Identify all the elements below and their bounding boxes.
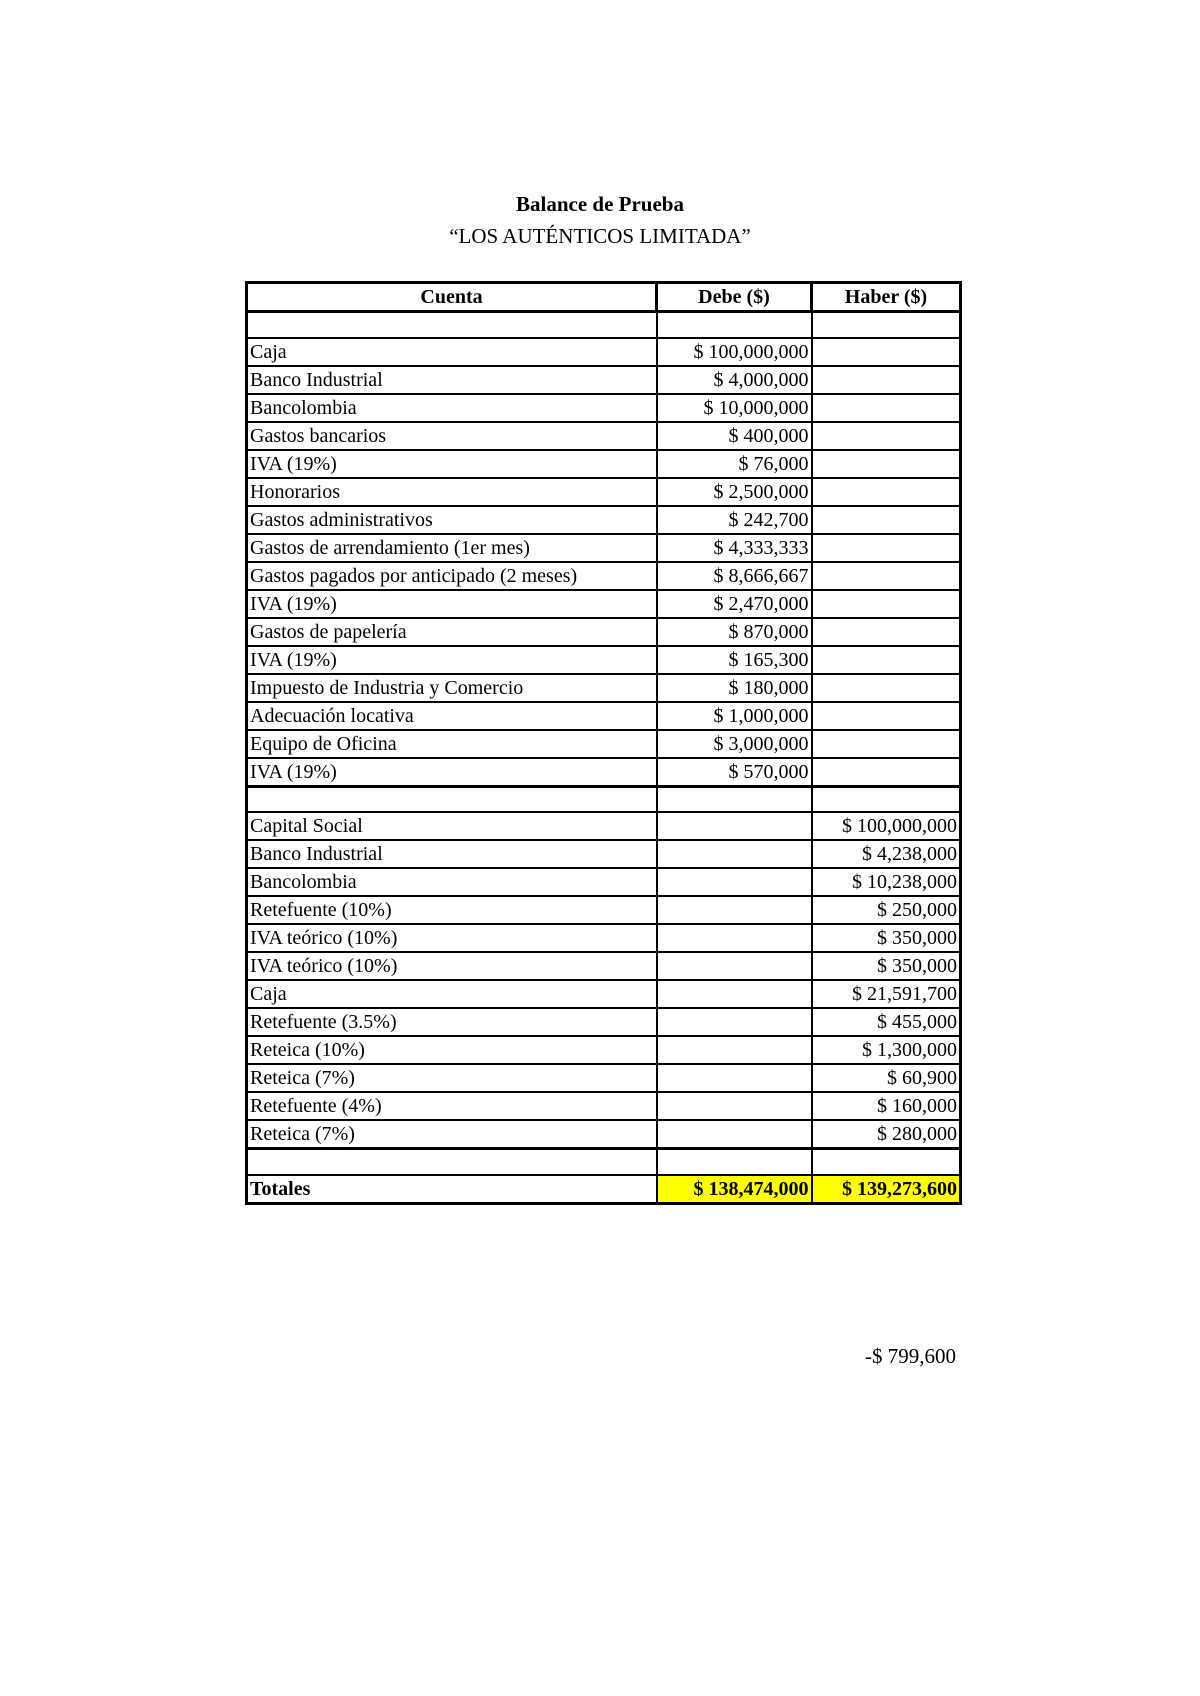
debit-cell <box>657 896 812 924</box>
account-cell: Honorarios <box>247 478 657 506</box>
debit-cell <box>657 312 812 338</box>
account-cell: Banco Industrial <box>247 840 657 868</box>
credit-cell <box>812 478 961 506</box>
account-cell: IVA (19%) <box>247 646 657 674</box>
account-cell: Capital Social <box>247 812 657 840</box>
table-row <box>247 730 961 758</box>
credit-cell: $ 100,000,000 <box>812 812 961 840</box>
account-cell <box>247 1149 657 1175</box>
debit-cell: $ 10,000,000 <box>657 394 812 422</box>
document-title: Balance de Prueba <box>516 192 684 216</box>
debit-cell: $ 1,000,000 <box>657 702 812 730</box>
table-row <box>247 812 961 840</box>
debit-cell: $ 180,000 <box>657 674 812 702</box>
account-cell: Retefuente (3.5%) <box>247 1008 657 1036</box>
table-row <box>247 312 961 338</box>
table-row <box>247 422 961 450</box>
table-row <box>247 366 961 394</box>
total-credit: $ 139,273,600 <box>812 1175 961 1204</box>
debit-cell <box>657 812 812 840</box>
credit-cell <box>812 562 961 590</box>
debit-cell <box>657 786 812 812</box>
totals-label: Totales <box>247 1175 657 1204</box>
header-debit: Debe ($) <box>657 283 812 312</box>
debit-cell <box>657 840 812 868</box>
account-cell: Reteica (7%) <box>247 1064 657 1092</box>
debit-cell: $ 400,000 <box>657 422 812 450</box>
account-cell: Caja <box>247 338 657 366</box>
table-row <box>247 450 961 478</box>
account-cell: IVA (19%) <box>247 450 657 478</box>
debit-cell <box>657 980 812 1008</box>
credit-cell <box>812 758 961 787</box>
table-body <box>247 312 961 1176</box>
table-row <box>247 534 961 562</box>
credit-cell: $ 1,300,000 <box>812 1036 961 1064</box>
credit-cell <box>812 506 961 534</box>
credit-cell <box>812 702 961 730</box>
table-row <box>247 1008 961 1036</box>
account-cell: Reteica (10%) <box>247 1036 657 1064</box>
table-row <box>247 590 961 618</box>
account-cell: Bancolombia <box>247 394 657 422</box>
table-row <box>247 338 961 366</box>
debit-cell: $ 570,000 <box>657 758 812 787</box>
account-cell: IVA (19%) <box>247 758 657 787</box>
table-row <box>247 1064 961 1092</box>
table-row <box>247 868 961 896</box>
debit-cell <box>657 1092 812 1120</box>
account-cell: Adecuación locativa <box>247 702 657 730</box>
table-row <box>247 478 961 506</box>
table-row <box>247 924 961 952</box>
credit-cell <box>812 366 961 394</box>
debit-cell: $ 2,470,000 <box>657 590 812 618</box>
table-row <box>247 646 961 674</box>
credit-cell <box>812 730 961 758</box>
credit-cell: $ 160,000 <box>812 1092 961 1120</box>
account-cell: Reteica (7%) <box>247 1120 657 1149</box>
credit-cell <box>812 450 961 478</box>
credit-cell: $ 350,000 <box>812 924 961 952</box>
table-row <box>247 562 961 590</box>
credit-cell: $ 250,000 <box>812 896 961 924</box>
credit-cell: $ 280,000 <box>812 1120 961 1149</box>
debit-cell: $ 4,333,333 <box>657 534 812 562</box>
debit-cell <box>657 1120 812 1149</box>
credit-cell <box>812 1149 961 1175</box>
debit-cell <box>657 1036 812 1064</box>
credit-cell <box>812 394 961 422</box>
debit-cell: $ 76,000 <box>657 450 812 478</box>
credit-cell <box>812 422 961 450</box>
credit-cell <box>812 618 961 646</box>
credit-cell <box>812 590 961 618</box>
account-cell: IVA teórico (10%) <box>247 952 657 980</box>
table-row <box>247 1120 961 1149</box>
credit-cell: $ 60,900 <box>812 1064 961 1092</box>
account-cell: Gastos de arrendamiento (1er mes) <box>247 534 657 562</box>
debit-cell: $ 870,000 <box>657 618 812 646</box>
account-cell: Banco Industrial <box>247 366 657 394</box>
credit-cell: $ 455,000 <box>812 1008 961 1036</box>
table-row <box>247 1149 961 1175</box>
company-name: “LOS AUTÉNTICOS LIMITADA” <box>449 224 751 248</box>
account-cell <box>247 786 657 812</box>
credit-cell <box>812 674 961 702</box>
account-cell: Gastos de papelería <box>247 618 657 646</box>
table-row <box>247 758 961 787</box>
credit-cell: $ 21,591,700 <box>812 980 961 1008</box>
account-cell: Impuesto de Industria y Comercio <box>247 674 657 702</box>
totals-row <box>247 1175 961 1204</box>
table-row <box>247 1092 961 1120</box>
debit-cell: $ 242,700 <box>657 506 812 534</box>
header-credit: Haber ($) <box>812 283 961 312</box>
account-cell: Gastos bancarios <box>247 422 657 450</box>
account-cell: Retefuente (10%) <box>247 896 657 924</box>
debit-cell: $ 8,666,667 <box>657 562 812 590</box>
table-row <box>247 840 961 868</box>
table-row <box>247 674 961 702</box>
debit-cell <box>657 868 812 896</box>
credit-cell <box>812 338 961 366</box>
table-header-row <box>247 283 961 312</box>
account-cell: Gastos administrativos <box>247 506 657 534</box>
account-cell: IVA (19%) <box>247 590 657 618</box>
credit-cell: $ 350,000 <box>812 952 961 980</box>
credit-cell <box>812 786 961 812</box>
account-cell: IVA teórico (10%) <box>247 924 657 952</box>
debit-cell <box>657 952 812 980</box>
debit-cell: $ 2,500,000 <box>657 478 812 506</box>
account-cell: Gastos pagados por anticipado (2 meses) <box>247 562 657 590</box>
table-row <box>247 980 961 1008</box>
account-cell <box>247 312 657 338</box>
debit-cell: $ 3,000,000 <box>657 730 812 758</box>
debit-cell: $ 165,300 <box>657 646 812 674</box>
account-cell: Bancolombia <box>247 868 657 896</box>
debit-cell <box>657 1149 812 1175</box>
account-cell: Equipo de Oficina <box>247 730 657 758</box>
table-row <box>247 618 961 646</box>
table-row <box>247 1036 961 1064</box>
debit-cell: $ 4,000,000 <box>657 366 812 394</box>
credit-cell <box>812 646 961 674</box>
debit-cell <box>657 1064 812 1092</box>
total-debit: $ 138,474,000 <box>657 1175 812 1204</box>
credit-cell <box>812 312 961 338</box>
credit-cell: $ 10,238,000 <box>812 868 961 896</box>
table-row <box>247 394 961 422</box>
trial-balance-table <box>245 281 962 1205</box>
header-account: Cuenta <box>247 283 657 312</box>
credit-cell <box>812 534 961 562</box>
table-row <box>247 896 961 924</box>
debit-cell: $ 100,000,000 <box>657 338 812 366</box>
debit-cell <box>657 924 812 952</box>
table-row <box>247 952 961 980</box>
account-cell: Retefuente (4%) <box>247 1092 657 1120</box>
balance-difference: -$ 799,600 <box>865 1344 956 1368</box>
account-cell: Caja <box>247 980 657 1008</box>
table-row <box>247 786 961 812</box>
debit-cell <box>657 1008 812 1036</box>
table-row <box>247 506 961 534</box>
table-row <box>247 702 961 730</box>
credit-cell: $ 4,238,000 <box>812 840 961 868</box>
